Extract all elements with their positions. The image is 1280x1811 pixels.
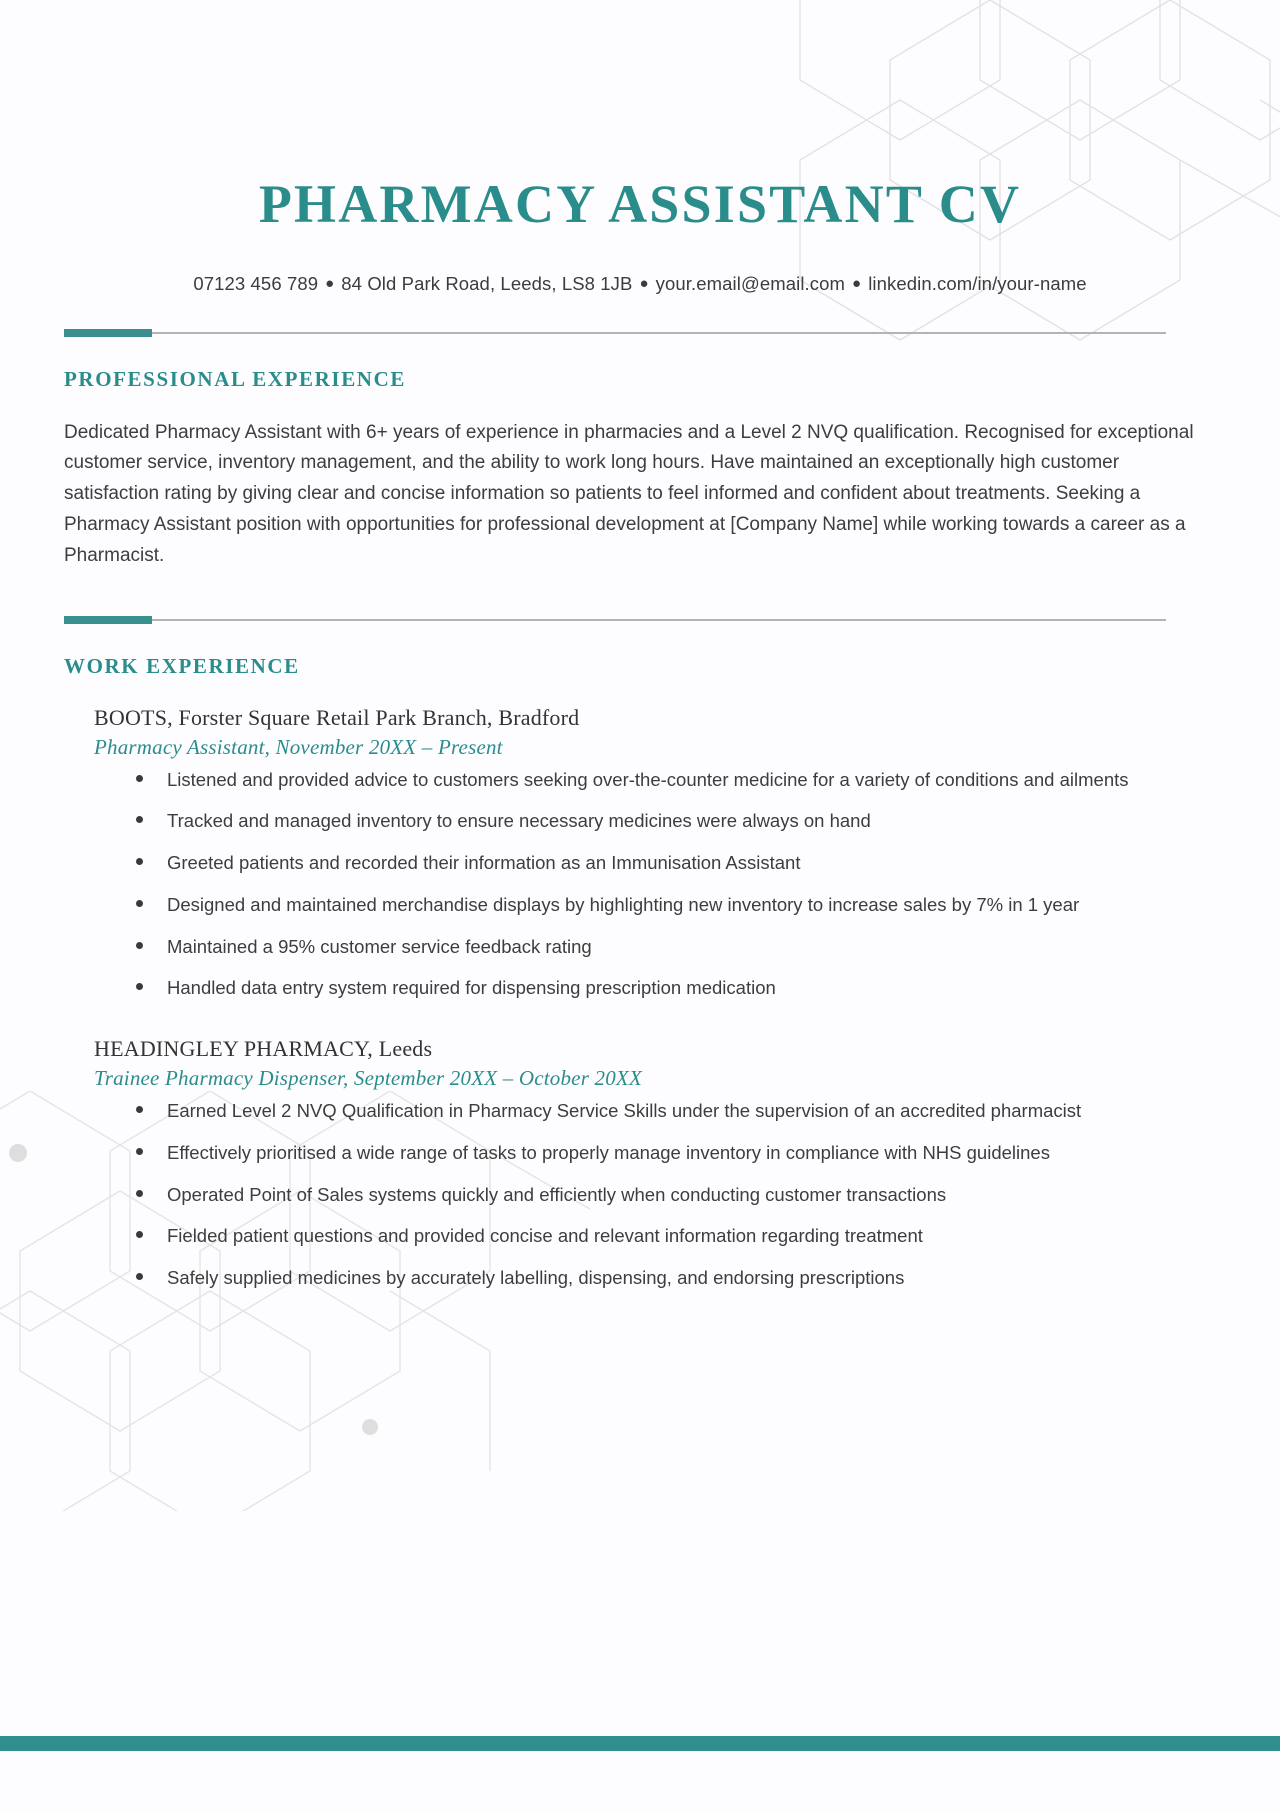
bullet-text: Designed and maintained merchandise displays by highlighting new inventory to increase sales by 7% in 1 year <box>167 893 1080 915</box>
divider-accent-bar <box>64 329 152 337</box>
footer-accent-bar <box>0 1736 1280 1751</box>
bullet-text: Handled data entry system required for dispensing prescription medication <box>167 977 776 999</box>
job-role-and-dates: Pharmacy Assistant, November 20XX – Present <box>94 734 503 759</box>
contact-phone: 07123 456 789 <box>193 272 319 294</box>
job-bullet-list <box>94 766 1216 1003</box>
list-item <box>136 974 1216 1002</box>
bullet-text: Safely supplied medicines by accurately labelling, dispensing, and endorsing prescriptions <box>167 1267 905 1289</box>
bullet-dot-icon <box>136 1148 143 1155</box>
contact-linkedin[interactable]: linkedin.com/in/your-name <box>868 272 1087 294</box>
bullet-dot-icon <box>136 1231 143 1238</box>
list-item <box>136 933 1216 961</box>
bullet-text: Earned Level 2 NVQ Qualification in Pharmacy Service Skills under the supervision of an accredited pharmacist <box>167 1100 1082 1122</box>
list-item <box>136 1139 1216 1167</box>
section-heading-professional-experience: PROFESSIONAL EXPERIENCE <box>64 366 406 391</box>
job-bullet-list <box>94 1097 1216 1292</box>
section-divider <box>64 616 1216 624</box>
bullet-text: Fielded patient questions and provided concise and relevant information regarding treatment <box>167 1225 923 1247</box>
bullet-dot-icon <box>136 900 143 907</box>
list-item <box>136 891 1216 919</box>
job-role-and-dates: Trainee Pharmacy Dispenser, September 20XX – October 20XX <box>94 1066 642 1091</box>
list-item <box>136 1222 1216 1250</box>
list-item <box>136 807 1216 835</box>
divider-rule <box>152 332 1166 334</box>
bullet-text: Effectively prioritised a wide range of tasks to properly manage inventory in compliance with NHS guidelines <box>167 1141 1050 1163</box>
list-item <box>136 1097 1216 1125</box>
bullet-dot-icon <box>136 816 143 823</box>
bullet-dot-icon <box>136 858 143 865</box>
list-item <box>136 849 1216 877</box>
section-divider <box>64 329 1216 337</box>
contact-address: 84 Old Park Road, Leeds, LS8 1JB <box>341 272 633 294</box>
section-professional-experience <box>64 329 1216 572</box>
contact-separator-icon: ● <box>639 274 649 292</box>
bullet-text: Operated Point of Sales systems quickly and efficiently when conducting customer transactions <box>167 1183 947 1205</box>
bullet-dot-icon <box>136 1106 143 1113</box>
page-title: PHARMACY ASSISTANT CV <box>258 174 1022 234</box>
bullet-text: Maintained a 95% customer service feedback rating <box>167 935 592 957</box>
bullet-text: Greeted patients and recorded their information as an Immunisation Assistant <box>167 852 801 874</box>
job-entry <box>94 705 1216 1003</box>
list-item <box>136 1264 1216 1292</box>
section-heading-work-experience: WORK EXPERIENCE <box>64 653 300 678</box>
bullet-dot-icon <box>136 1190 143 1197</box>
list-item <box>136 766 1216 794</box>
divider-rule <box>152 619 1166 621</box>
bullet-text: Listened and provided advice to customers seeking over-the-counter medicine for a variety of conditions and ailments <box>167 768 1129 790</box>
bullet-text: Tracked and managed inventory to ensure necessary medicines were always on hand <box>167 810 871 832</box>
divider-accent-bar <box>64 616 152 624</box>
section-work-experience <box>64 616 1216 1292</box>
job-employer: BOOTS, Forster Square Retail Park Branch, Bradford <box>94 704 580 730</box>
bullet-dot-icon <box>136 942 143 949</box>
list-item <box>136 1181 1216 1209</box>
contact-line <box>64 273 1216 295</box>
bullet-dot-icon <box>136 1273 143 1280</box>
bullet-dot-icon <box>136 775 143 782</box>
professional-summary-text: Dedicated Pharmacy Assistant with 6+ years of experience in pharmacies and a Level 2 NVQ qualification. Recognised for exceptional customer service, inventory management, and the ability to work long hours. Have maintained an exceptionally high customer satisfaction rating by giving clear and concise information so patients to feel informed and confident about treatments. Seeking a Pharmacy Assistant position with opportunities for professional development at [Company Name] while working towards a career as a Pharmacist. <box>64 421 1194 566</box>
bullet-dot-icon <box>136 983 143 990</box>
job-employer: HEADINGLEY PHARMACY, Leeds <box>94 1036 433 1062</box>
contact-separator-icon: ● <box>852 274 862 292</box>
job-entry <box>94 1036 1216 1292</box>
contact-email[interactable]: your.email@email.com <box>655 272 846 294</box>
contact-separator-icon: ● <box>325 274 335 292</box>
job-list <box>64 705 1216 1292</box>
